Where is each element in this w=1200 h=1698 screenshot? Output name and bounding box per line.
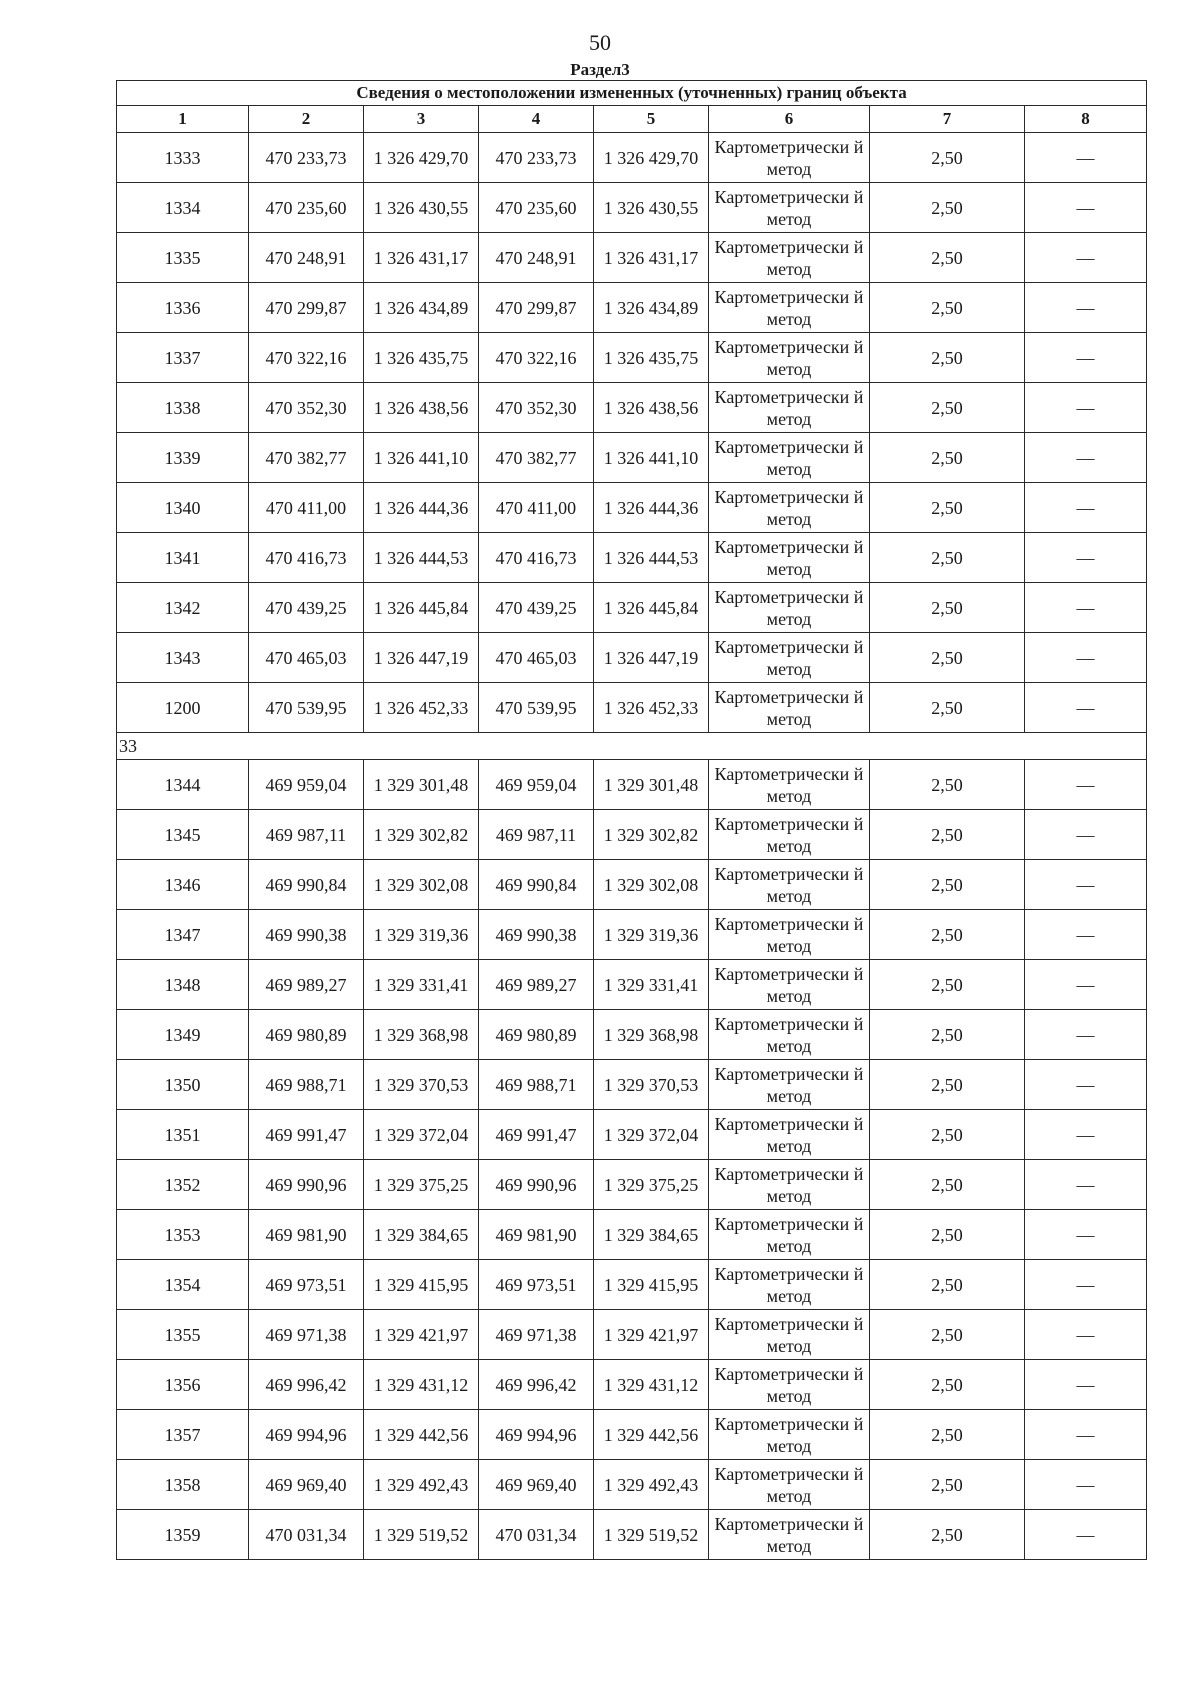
table-cell-col-3: 1 329 492,43 bbox=[364, 1460, 479, 1510]
table-cell-col-5: 1 329 302,82 bbox=[594, 810, 709, 860]
table-cell-col-1: 1338 bbox=[117, 383, 249, 433]
table-cell-col-6: Картометрически й метод bbox=[709, 183, 870, 233]
table-cell-col-4: 470 465,03 bbox=[479, 633, 594, 683]
table-cell-col-8: — bbox=[1025, 810, 1147, 860]
table-cell-col-8: — bbox=[1025, 960, 1147, 1010]
table-cell-col-2: 469 973,51 bbox=[249, 1260, 364, 1310]
section-title: Раздел3 bbox=[570, 60, 630, 79]
table-cell-col-7: 2,50 bbox=[870, 760, 1025, 810]
table-cell-col-8: — bbox=[1025, 483, 1147, 533]
table-cell-col-4: 470 299,87 bbox=[479, 283, 594, 333]
table-cell-col-8: — bbox=[1025, 760, 1147, 810]
table-cell-col-2: 469 971,38 bbox=[249, 1310, 364, 1360]
table-cell-col-2: 470 233,73 bbox=[249, 133, 364, 183]
table-cell-col-5: 1 326 435,75 bbox=[594, 333, 709, 383]
table-cell-col-2: 469 959,04 bbox=[249, 760, 364, 810]
table-cell-col-8: — bbox=[1025, 1110, 1147, 1160]
table-cell-col-5: 1 326 438,56 bbox=[594, 383, 709, 433]
table-cell-col-8: — bbox=[1025, 533, 1147, 583]
column-header-7: 7 bbox=[870, 106, 1025, 133]
table-cell-col-2: 469 981,90 bbox=[249, 1210, 364, 1260]
table-cell-col-4: 469 990,84 bbox=[479, 860, 594, 910]
table-cell-col-4: 470 416,73 bbox=[479, 533, 594, 583]
table-cell-col-3: 1 326 445,84 bbox=[364, 583, 479, 633]
table-cell-col-3: 1 329 301,48 bbox=[364, 760, 479, 810]
table-cell-col-8: — bbox=[1025, 133, 1147, 183]
table-row bbox=[117, 860, 1147, 910]
table-cell-col-1: 1354 bbox=[117, 1260, 249, 1310]
table-cell-col-6: Картометрически й метод bbox=[709, 1160, 870, 1210]
table-cell-col-3: 1 329 319,36 bbox=[364, 910, 479, 960]
table-row bbox=[117, 1210, 1147, 1260]
table-row bbox=[117, 633, 1147, 683]
table-cell-col-3: 1 326 429,70 bbox=[364, 133, 479, 183]
table-cell-col-7: 2,50 bbox=[870, 533, 1025, 583]
table-row bbox=[117, 283, 1147, 333]
table-cell-col-4: 469 994,96 bbox=[479, 1410, 594, 1460]
table-cell-col-3: 1 326 434,89 bbox=[364, 283, 479, 333]
table-cell-col-5: 1 329 442,56 bbox=[594, 1410, 709, 1460]
table-title: Сведения о местоположении измененных (уточненных) границ объекта bbox=[117, 81, 1147, 106]
table-row bbox=[117, 133, 1147, 183]
table-cell-col-7: 2,50 bbox=[870, 483, 1025, 533]
table-row bbox=[117, 1160, 1147, 1210]
table-cell-col-2: 470 299,87 bbox=[249, 283, 364, 333]
table-cell-col-3: 1 329 375,25 bbox=[364, 1160, 479, 1210]
table-cell-col-8: — bbox=[1025, 583, 1147, 633]
table-cell-col-4: 470 031,34 bbox=[479, 1510, 594, 1560]
table-cell-col-6: Картометрически й метод bbox=[709, 483, 870, 533]
table-cell-col-6: Картометрически й метод bbox=[709, 1460, 870, 1510]
table-cell-col-8: — bbox=[1025, 1260, 1147, 1310]
table-cell-col-6: Картометрически й метод bbox=[709, 910, 870, 960]
table-cell-col-2: 469 990,96 bbox=[249, 1160, 364, 1210]
table-cell-col-1: 1355 bbox=[117, 1310, 249, 1360]
table-cell-col-4: 469 973,51 bbox=[479, 1260, 594, 1310]
group-label: 33 bbox=[117, 733, 249, 760]
table-cell-col-8: — bbox=[1025, 1310, 1147, 1360]
table-cell-col-5: 1 329 331,41 bbox=[594, 960, 709, 1010]
table-row bbox=[117, 1410, 1147, 1460]
table-cell-col-5: 1 329 375,25 bbox=[594, 1160, 709, 1210]
table-cell-col-7: 2,50 bbox=[870, 1110, 1025, 1160]
table-cell-col-6: Картометрически й метод bbox=[709, 1010, 870, 1060]
table-cell-col-4: 469 991,47 bbox=[479, 1110, 594, 1160]
table-cell-col-4: 470 411,00 bbox=[479, 483, 594, 533]
table-row bbox=[117, 1460, 1147, 1510]
table-cell-col-2: 470 416,73 bbox=[249, 533, 364, 583]
table-cell-col-2: 470 322,16 bbox=[249, 333, 364, 383]
table-cell-col-3: 1 326 435,75 bbox=[364, 333, 479, 383]
table-cell-col-1: 1348 bbox=[117, 960, 249, 1010]
table-cell-col-1: 1341 bbox=[117, 533, 249, 583]
table-cell-col-6: Картометрически й метод bbox=[709, 633, 870, 683]
table-cell-col-5: 1 326 444,53 bbox=[594, 533, 709, 583]
table-cell-col-2: 470 352,30 bbox=[249, 383, 364, 433]
table-cell-col-8: — bbox=[1025, 910, 1147, 960]
table-cell-col-8: — bbox=[1025, 1510, 1147, 1560]
table-cell-col-8: — bbox=[1025, 233, 1147, 283]
table-cell-col-1: 1358 bbox=[117, 1460, 249, 1510]
table-cell-col-3: 1 326 438,56 bbox=[364, 383, 479, 433]
table-row bbox=[117, 760, 1147, 810]
table-cell-col-2: 470 539,95 bbox=[249, 683, 364, 733]
group-row-filler bbox=[249, 733, 1147, 760]
table-cell-col-4: 469 987,11 bbox=[479, 810, 594, 860]
table-cell-col-5: 1 329 370,53 bbox=[594, 1060, 709, 1110]
table-cell-col-5: 1 326 452,33 bbox=[594, 683, 709, 733]
column-header-5: 5 bbox=[594, 106, 709, 133]
table-row bbox=[117, 533, 1147, 583]
table-row bbox=[117, 1010, 1147, 1060]
table-cell-col-7: 2,50 bbox=[870, 1460, 1025, 1510]
table-cell-col-4: 470 539,95 bbox=[479, 683, 594, 733]
table-cell-col-5: 1 329 492,43 bbox=[594, 1460, 709, 1510]
table-cell-col-5: 1 329 384,65 bbox=[594, 1210, 709, 1260]
table-cell-col-7: 2,50 bbox=[870, 133, 1025, 183]
table-cell-col-7: 2,50 bbox=[870, 383, 1025, 433]
table-cell-col-8: — bbox=[1025, 183, 1147, 233]
table-cell-col-8: — bbox=[1025, 1160, 1147, 1210]
table-cell-col-7: 2,50 bbox=[870, 1210, 1025, 1260]
boundary-coordinates-table bbox=[116, 80, 1147, 1560]
table-cell-col-3: 1 329 421,97 bbox=[364, 1310, 479, 1360]
table-cell-col-4: 470 352,30 bbox=[479, 383, 594, 433]
table-cell-col-2: 470 235,60 bbox=[249, 183, 364, 233]
table-cell-col-4: 470 439,25 bbox=[479, 583, 594, 633]
table-cell-col-6: Картометрически й метод bbox=[709, 1110, 870, 1160]
table-cell-col-1: 1352 bbox=[117, 1160, 249, 1210]
column-header-3: 3 bbox=[364, 106, 479, 133]
table-cell-col-7: 2,50 bbox=[870, 1360, 1025, 1410]
table-cell-col-5: 1 329 302,08 bbox=[594, 860, 709, 910]
table-cell-col-4: 469 959,04 bbox=[479, 760, 594, 810]
table-cell-col-2: 469 989,27 bbox=[249, 960, 364, 1010]
table-cell-col-1: 1345 bbox=[117, 810, 249, 860]
table-cell-col-7: 2,50 bbox=[870, 583, 1025, 633]
table-cell-col-7: 2,50 bbox=[870, 333, 1025, 383]
table-row bbox=[117, 183, 1147, 233]
table-cell-col-1: 1339 bbox=[117, 433, 249, 483]
column-header-8: 8 bbox=[1025, 106, 1147, 133]
column-number-row bbox=[117, 106, 1147, 133]
table-cell-col-4: 469 996,42 bbox=[479, 1360, 594, 1410]
table-cell-col-2: 470 248,91 bbox=[249, 233, 364, 283]
table-cell-col-1: 1336 bbox=[117, 283, 249, 333]
table-cell-col-7: 2,50 bbox=[870, 283, 1025, 333]
table-cell-col-4: 470 235,60 bbox=[479, 183, 594, 233]
table-cell-col-8: — bbox=[1025, 1460, 1147, 1510]
table-cell-col-2: 469 990,84 bbox=[249, 860, 364, 910]
table-cell-col-6: Картометрически й метод bbox=[709, 533, 870, 583]
table-cell-col-2: 469 980,89 bbox=[249, 1010, 364, 1060]
table-cell-col-7: 2,50 bbox=[870, 860, 1025, 910]
table-cell-col-3: 1 326 447,19 bbox=[364, 633, 479, 683]
table-row bbox=[117, 583, 1147, 633]
table-cell-col-2: 470 411,00 bbox=[249, 483, 364, 533]
table-cell-col-1: 1337 bbox=[117, 333, 249, 383]
table-cell-col-1: 1340 bbox=[117, 483, 249, 533]
table-cell-col-5: 1 326 441,10 bbox=[594, 433, 709, 483]
table-cell-col-2: 469 991,47 bbox=[249, 1110, 364, 1160]
table-cell-col-2: 469 987,11 bbox=[249, 810, 364, 860]
table-cell-col-7: 2,50 bbox=[870, 1260, 1025, 1310]
table-cell-col-5: 1 329 319,36 bbox=[594, 910, 709, 960]
table-cell-col-3: 1 329 519,52 bbox=[364, 1510, 479, 1560]
table-cell-col-3: 1 326 444,36 bbox=[364, 483, 479, 533]
table-cell-col-2: 470 031,34 bbox=[249, 1510, 364, 1560]
table-body bbox=[117, 133, 1147, 1560]
table-cell-col-3: 1 329 431,12 bbox=[364, 1360, 479, 1410]
table-row bbox=[117, 1260, 1147, 1310]
table-cell-col-4: 469 988,71 bbox=[479, 1060, 594, 1110]
table-cell-col-3: 1 326 431,17 bbox=[364, 233, 479, 283]
table-cell-col-3: 1 329 442,56 bbox=[364, 1410, 479, 1460]
table-cell-col-5: 1 329 415,95 bbox=[594, 1260, 709, 1310]
table-row bbox=[117, 383, 1147, 433]
table-cell-col-5: 1 329 368,98 bbox=[594, 1010, 709, 1060]
table-cell-col-7: 2,50 bbox=[870, 1310, 1025, 1360]
table-cell-col-2: 469 988,71 bbox=[249, 1060, 364, 1110]
table-cell-col-6: Картометрически й метод bbox=[709, 683, 870, 733]
table-cell-col-3: 1 326 441,10 bbox=[364, 433, 479, 483]
table-cell-col-3: 1 329 368,98 bbox=[364, 1010, 479, 1060]
table-cell-col-3: 1 326 430,55 bbox=[364, 183, 479, 233]
table-cell-col-1: 1353 bbox=[117, 1210, 249, 1260]
table-cell-col-1: 1333 bbox=[117, 133, 249, 183]
table-cell-col-7: 2,50 bbox=[870, 433, 1025, 483]
table-cell-col-4: 470 248,91 bbox=[479, 233, 594, 283]
table-cell-col-1: 1346 bbox=[117, 860, 249, 910]
table-cell-col-5: 1 329 372,04 bbox=[594, 1110, 709, 1160]
table-cell-col-5: 1 326 431,17 bbox=[594, 233, 709, 283]
table-cell-col-7: 2,50 bbox=[870, 1410, 1025, 1460]
table-cell-col-1: 1334 bbox=[117, 183, 249, 233]
table-cell-col-7: 2,50 bbox=[870, 960, 1025, 1010]
table-cell-col-6: Картометрически й метод bbox=[709, 1410, 870, 1460]
column-header-6: 6 bbox=[709, 106, 870, 133]
table-cell-col-1: 1342 bbox=[117, 583, 249, 633]
table-cell-col-8: — bbox=[1025, 683, 1147, 733]
table-cell-col-2: 469 996,42 bbox=[249, 1360, 364, 1410]
table-cell-col-7: 2,50 bbox=[870, 1160, 1025, 1210]
table-cell-col-6: Картометрически й метод bbox=[709, 1510, 870, 1560]
table-cell-col-6: Картометрически й метод bbox=[709, 760, 870, 810]
table-cell-col-6: Картометрически й метод bbox=[709, 810, 870, 860]
table-cell-col-6: Картометрически й метод bbox=[709, 1310, 870, 1360]
table-cell-col-2: 469 990,38 bbox=[249, 910, 364, 960]
table-cell-col-8: — bbox=[1025, 1060, 1147, 1110]
table-cell-col-1: 1359 bbox=[117, 1510, 249, 1560]
table-cell-col-4: 469 980,89 bbox=[479, 1010, 594, 1060]
table-cell-col-4: 469 990,38 bbox=[479, 910, 594, 960]
table-cell-col-1: 1200 bbox=[117, 683, 249, 733]
table-cell-col-3: 1 329 302,82 bbox=[364, 810, 479, 860]
table-cell-col-3: 1 329 370,53 bbox=[364, 1060, 479, 1110]
table-cell-col-4: 469 971,38 bbox=[479, 1310, 594, 1360]
column-header-4: 4 bbox=[479, 106, 594, 133]
table-cell-col-7: 2,50 bbox=[870, 683, 1025, 733]
table-cell-col-7: 2,50 bbox=[870, 1060, 1025, 1110]
table-cell-col-6: Картометрически й метод bbox=[709, 333, 870, 383]
table-cell-col-7: 2,50 bbox=[870, 633, 1025, 683]
table-cell-col-6: Картометрически й метод bbox=[709, 283, 870, 333]
table-cell-col-7: 2,50 bbox=[870, 1010, 1025, 1060]
table-cell-col-6: Картометрически й метод bbox=[709, 583, 870, 633]
table-cell-col-8: — bbox=[1025, 283, 1147, 333]
table-cell-col-4: 469 989,27 bbox=[479, 960, 594, 1010]
table-cell-col-1: 1356 bbox=[117, 1360, 249, 1410]
table-cell-col-6: Картометрически й метод bbox=[709, 1360, 870, 1410]
table-cell-col-7: 2,50 bbox=[870, 810, 1025, 860]
table-cell-col-8: — bbox=[1025, 1360, 1147, 1410]
page-number: 50 bbox=[589, 30, 611, 55]
table-cell-col-6: Картометрически й метод bbox=[709, 860, 870, 910]
table-cell-col-1: 1357 bbox=[117, 1410, 249, 1460]
table-cell-col-3: 1 329 372,04 bbox=[364, 1110, 479, 1160]
table-cell-col-8: — bbox=[1025, 860, 1147, 910]
table-cell-col-1: 1349 bbox=[117, 1010, 249, 1060]
table-cell-col-6: Картометрически й метод bbox=[709, 433, 870, 483]
table-cell-col-2: 470 465,03 bbox=[249, 633, 364, 683]
table-cell-col-3: 1 326 444,53 bbox=[364, 533, 479, 583]
table-cell-col-8: — bbox=[1025, 1210, 1147, 1260]
table-row bbox=[117, 233, 1147, 283]
group-row bbox=[117, 733, 1147, 760]
table-row bbox=[117, 433, 1147, 483]
table-cell-col-6: Картометрически й метод bbox=[709, 1210, 870, 1260]
table-row bbox=[117, 333, 1147, 383]
table-cell-col-7: 2,50 bbox=[870, 1510, 1025, 1560]
table-cell-col-4: 470 322,16 bbox=[479, 333, 594, 383]
table-cell-col-2: 469 969,40 bbox=[249, 1460, 364, 1510]
table-cell-col-1: 1344 bbox=[117, 760, 249, 810]
table-cell-col-7: 2,50 bbox=[870, 233, 1025, 283]
table-cell-col-4: 470 382,77 bbox=[479, 433, 594, 483]
table-cell-col-2: 470 382,77 bbox=[249, 433, 364, 483]
table-cell-col-6: Картометрически й метод bbox=[709, 1060, 870, 1110]
table-cell-col-3: 1 326 452,33 bbox=[364, 683, 479, 733]
table-cell-col-4: 470 233,73 bbox=[479, 133, 594, 183]
table-cell-col-3: 1 329 331,41 bbox=[364, 960, 479, 1010]
table-cell-col-5: 1 326 444,36 bbox=[594, 483, 709, 533]
table-cell-col-5: 1 329 431,12 bbox=[594, 1360, 709, 1410]
table-cell-col-2: 469 994,96 bbox=[249, 1410, 364, 1460]
table-cell-col-5: 1 329 519,52 bbox=[594, 1510, 709, 1560]
table-row bbox=[117, 483, 1147, 533]
table-row bbox=[117, 1310, 1147, 1360]
table-row bbox=[117, 1060, 1147, 1110]
table-row bbox=[117, 960, 1147, 1010]
table-cell-col-1: 1347 bbox=[117, 910, 249, 960]
table-cell-col-5: 1 326 445,84 bbox=[594, 583, 709, 633]
table-cell-col-4: 469 981,90 bbox=[479, 1210, 594, 1260]
table-row bbox=[117, 810, 1147, 860]
table-cell-col-3: 1 329 384,65 bbox=[364, 1210, 479, 1260]
table-cell-col-1: 1350 bbox=[117, 1060, 249, 1110]
table-cell-col-8: — bbox=[1025, 1410, 1147, 1460]
table-cell-col-4: 469 969,40 bbox=[479, 1460, 594, 1510]
table-cell-col-8: — bbox=[1025, 633, 1147, 683]
table-cell-col-8: — bbox=[1025, 333, 1147, 383]
table-cell-col-3: 1 329 415,95 bbox=[364, 1260, 479, 1310]
table-cell-col-5: 1 326 447,19 bbox=[594, 633, 709, 683]
table-cell-col-6: Картометрически й метод bbox=[709, 1260, 870, 1310]
table-cell-col-2: 470 439,25 bbox=[249, 583, 364, 633]
table-cell-col-1: 1343 bbox=[117, 633, 249, 683]
table-cell-col-5: 1 326 434,89 bbox=[594, 283, 709, 333]
table-cell-col-3: 1 329 302,08 bbox=[364, 860, 479, 910]
table-cell-col-8: — bbox=[1025, 433, 1147, 483]
table-cell-col-8: — bbox=[1025, 383, 1147, 433]
table-cell-col-8: — bbox=[1025, 1010, 1147, 1060]
table-cell-col-1: 1335 bbox=[117, 233, 249, 283]
table-cell-col-6: Картометрически й метод bbox=[709, 383, 870, 433]
table-cell-col-1: 1351 bbox=[117, 1110, 249, 1160]
table-cell-col-4: 469 990,96 bbox=[479, 1160, 594, 1210]
table-cell-col-7: 2,50 bbox=[870, 910, 1025, 960]
table-cell-col-5: 1 326 429,70 bbox=[594, 133, 709, 183]
table-cell-col-6: Картометрически й метод bbox=[709, 960, 870, 1010]
table-row bbox=[117, 910, 1147, 960]
table-row bbox=[117, 1360, 1147, 1410]
table-cell-col-7: 2,50 bbox=[870, 183, 1025, 233]
table-row bbox=[117, 1510, 1147, 1560]
table-row bbox=[117, 1110, 1147, 1160]
table-row bbox=[117, 683, 1147, 733]
column-header-1: 1 bbox=[117, 106, 249, 133]
table-cell-col-6: Картометрически й метод bbox=[709, 133, 870, 183]
table-cell-col-6: Картометрически й метод bbox=[709, 233, 870, 283]
table-cell-col-5: 1 329 301,48 bbox=[594, 760, 709, 810]
table-cell-col-5: 1 329 421,97 bbox=[594, 1310, 709, 1360]
table-cell-col-5: 1 326 430,55 bbox=[594, 183, 709, 233]
column-header-2: 2 bbox=[249, 106, 364, 133]
